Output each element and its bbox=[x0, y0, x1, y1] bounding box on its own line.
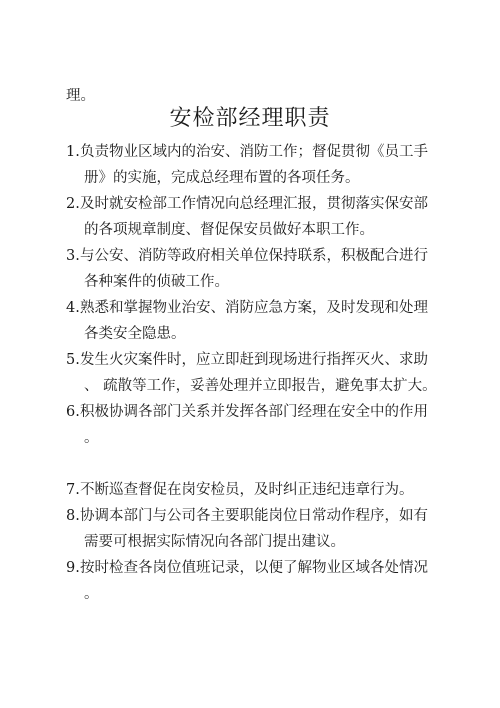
item-text-line: 。 bbox=[84, 586, 99, 602]
item-text-line: 与公安、消防等政府相关单位保持联系，积极配合进行 bbox=[80, 248, 428, 264]
item-number: 2. bbox=[66, 196, 80, 212]
item-text-line: 负责物业区域内的治安、消防工作；督促贯彻《员工手 bbox=[80, 144, 428, 160]
item-text-line: 册》的实施，完成总经理布置的各项任务。 bbox=[84, 170, 360, 186]
item-text-line: 发生火灾案件时，应立即赶到现场进行指挥灭火、求助 bbox=[80, 352, 428, 368]
duty-list bbox=[66, 139, 437, 607]
item-number: 3. bbox=[66, 248, 80, 264]
list-item bbox=[66, 503, 426, 555]
item-text-line: 积极协调各部门关系并发挥各部门经理在安全中的作用 bbox=[80, 404, 428, 420]
list-item bbox=[66, 555, 426, 607]
item-text-line: 各类安全隐患。 bbox=[84, 326, 186, 342]
item-text-line: 各种案件的侦破工作。 bbox=[84, 274, 229, 290]
item-text-line: 不断巡查督促在岗安检员，及时纠正违纪违章行为。 bbox=[80, 482, 414, 498]
list-item bbox=[66, 347, 437, 399]
item-text-line: 、 疏散等工作，妥善处理并立即报告，避免事太扩大。 bbox=[84, 378, 437, 394]
item-number: 7. bbox=[66, 482, 80, 498]
carryover-text: 理。 bbox=[66, 88, 95, 104]
list-item bbox=[66, 243, 426, 295]
item-text-line: 协调本部门与公司各主要职能岗位日常动作程序，如有 bbox=[80, 508, 428, 524]
item-number: 8. bbox=[66, 508, 80, 524]
list-item bbox=[66, 399, 426, 451]
item-number: 1. bbox=[66, 144, 80, 160]
item-number: 6. bbox=[66, 404, 80, 420]
item-number: 4. bbox=[66, 300, 80, 316]
item-number: 5. bbox=[66, 352, 80, 368]
item-number: 9. bbox=[66, 560, 80, 576]
item-text-line: 。 bbox=[84, 430, 99, 446]
item-text-line: 的各项规章制度、督促保安员做好本职工作。 bbox=[84, 222, 374, 238]
list-item bbox=[66, 477, 426, 503]
item-text-line: 按时检查各岗位值班记录，以便了解物业区域各处情况 bbox=[80, 560, 428, 576]
list-item bbox=[66, 139, 426, 191]
item-text-line: 需要可根据实际情况向各部门提出建议。 bbox=[84, 534, 345, 550]
page-title: 安检部经理职责 bbox=[169, 106, 331, 131]
list-item bbox=[66, 191, 426, 243]
item-text-line: 及时就安检部工作情况向总经理汇报，贯彻落实保安部 bbox=[80, 196, 428, 212]
item-text-line: 熟悉和掌握物业治安、消防应急方案，及时发现和处理 bbox=[80, 300, 428, 316]
list-item bbox=[66, 295, 426, 347]
